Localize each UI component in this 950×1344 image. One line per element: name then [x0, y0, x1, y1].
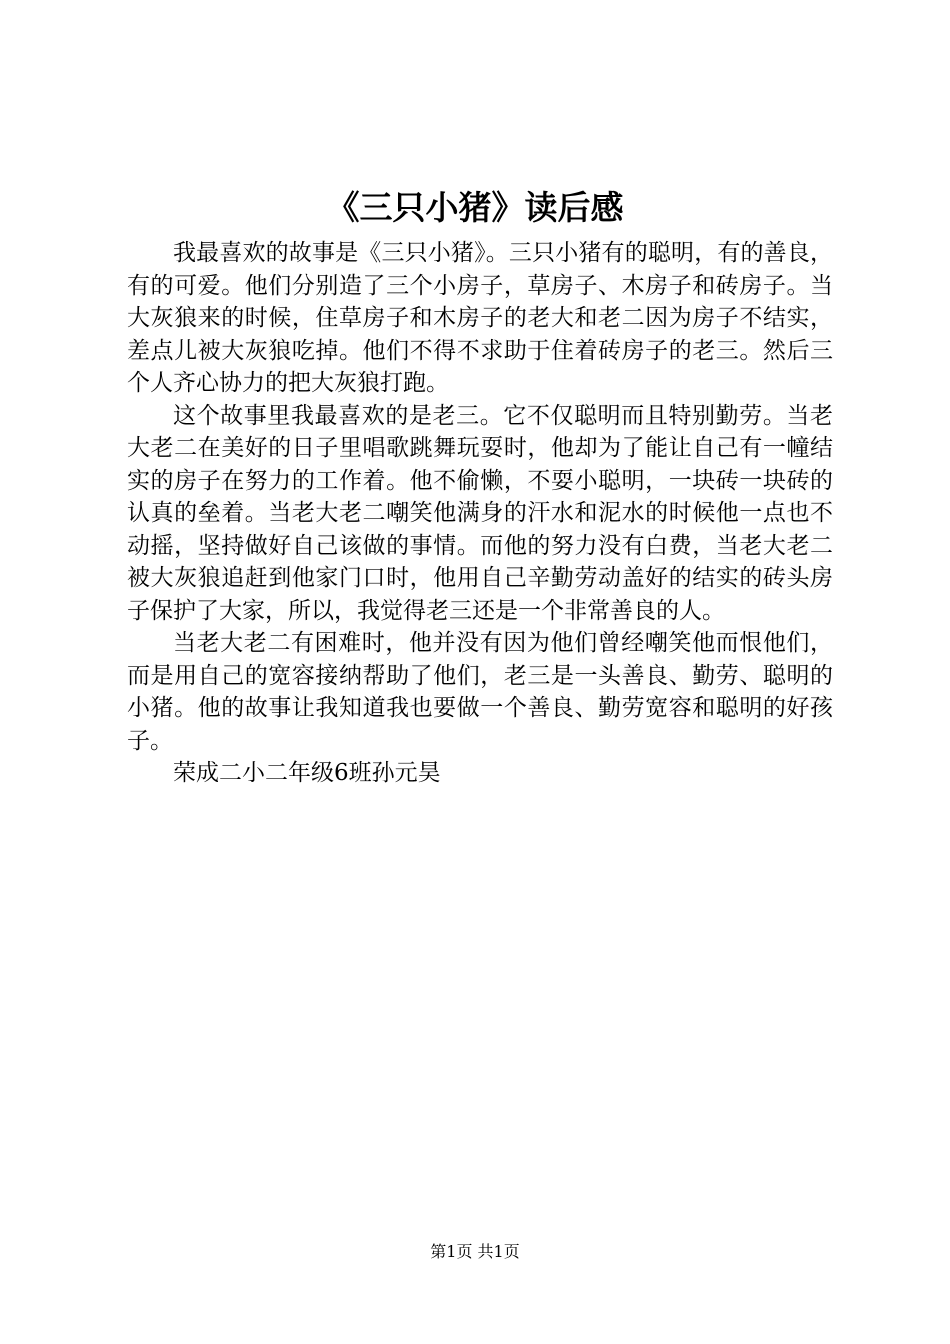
page-number: 第1页 共1页 — [430, 1242, 520, 1261]
author-signature: 荣成二小二年级6班孙元昊 — [173, 760, 441, 786]
paragraph: 我最喜欢的故事是《三只小猪》。三只小猪有的聪明，有的善良，有的可爱。他们分别造了三个小房子，草房子、木房子和砖房子。当大灰狼来的时候，住草房子和木房子的老大和老二因为房子不结实，差点儿被大灰狼吃掉。他们不得不求助于住着砖房子的老三。然后三个人齐心协力的把大灰狼打跑。 — [127, 240, 833, 396]
document-body — [127, 237, 833, 790]
paragraph: 这个故事里我最喜欢的是老三。它不仅聪明而且特别勤劳。当老大老二在美好的日子里唱歌跳舞玩耍时，他却为了能让自己有一幢结实的房子在努力的工作着。他不偷懒，不耍小聪明，一块砖一块砖的认真的垒着。当老大老二嘲笑他满身的汗水和泥水的时候他一点也不动摇，坚持做好自己该做的事情。而他的努力没有白费，当老大老二被大灰狼追赶到他家门口时，他用自己辛勤劳动盖好的结实的砖头房子保护了大家，所以，我觉得老三还是一个非常善良的人。 — [127, 402, 833, 624]
page-title: 《三只小猪》读后感 — [326, 188, 624, 227]
paragraph: 当老大老二有困难时，他并没有因为他们曾经嘲笑他而恨他们，而是用自己的宽容接纳帮助了他们，老三是一头善良、勤劳、聪明的小猪。他的故事让我知道我也要做一个善良、勤劳宽容和聪明的好孩子。 — [127, 630, 833, 754]
